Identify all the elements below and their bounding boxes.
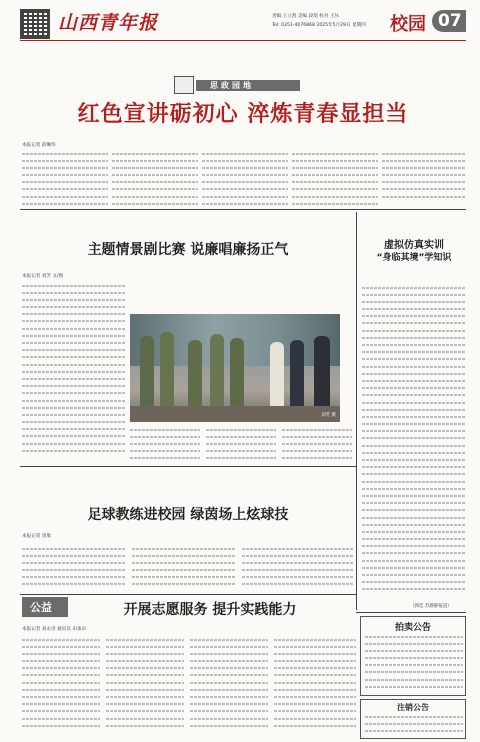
story4-byline: 本报记者 唐康 [22,534,52,539]
story5-banner-text: 公益 [30,601,52,614]
masthead-logo: 山西青年报 [58,12,159,34]
paper-info-line1: 责编 王立凯 美编 段瑞 校对 王丛 [272,14,340,19]
story4-headline: 足球教练进校园 绿茵场上炫球技 [87,507,289,523]
story4-body [22,545,356,589]
story3-end-note: （郭佳 苏静静报道） [410,604,452,609]
paper-info-line2: Tel: 0351-4076868 2025年5月29日 星期四 [272,23,366,28]
story1-headline: 红色宣讲砺初心 淬炼青春显担当 [77,102,409,127]
story2-byline: 本报记者 刘芳 文/图 [22,274,64,279]
story1-byline: 本报记者 薛琳玮 [22,143,56,148]
divider-2 [20,466,356,467]
qr-code-icon [20,9,50,39]
page-number: 07 [438,11,462,31]
section-name: 校园 [390,14,426,35]
story2-headline: 主题情景剧比赛 说廉唱廉扬正气 [87,242,289,258]
masthead [0,0,480,44]
divider-1 [20,209,466,210]
notice-cancel-title: 注销公告 [397,703,429,712]
divider-3b [356,612,466,613]
story2-body-bottom [130,426,352,462]
masthead-rule [20,40,466,41]
story5-banner [22,597,68,617]
page-number-box [432,10,466,32]
story5-headline: 开展志愿服务 提升实践能力 [123,602,297,618]
photo-credit: 刘芳 摄 [321,413,336,418]
notice-auction [360,616,466,696]
divider-3 [20,594,356,595]
story3-body [362,284,466,600]
story5-body [22,636,356,736]
story1-body [22,150,466,206]
notice-cancel [360,699,466,739]
story3-headline-line2: “身临其境”学知识 [376,253,452,263]
banner-text: 思政园地 [210,81,254,90]
story2-photo [130,314,340,422]
column-banner [166,77,314,94]
vertical-divider [356,212,357,610]
banner-icon [174,76,194,94]
story3-headline-line1: 虚拟仿真实训 [384,240,444,251]
story5-byline: 本报记者 刘永进 通讯员 田承卓 [22,627,87,632]
notice-auction-title: 拍卖公告 [394,623,431,633]
story2-body-left [22,282,126,462]
